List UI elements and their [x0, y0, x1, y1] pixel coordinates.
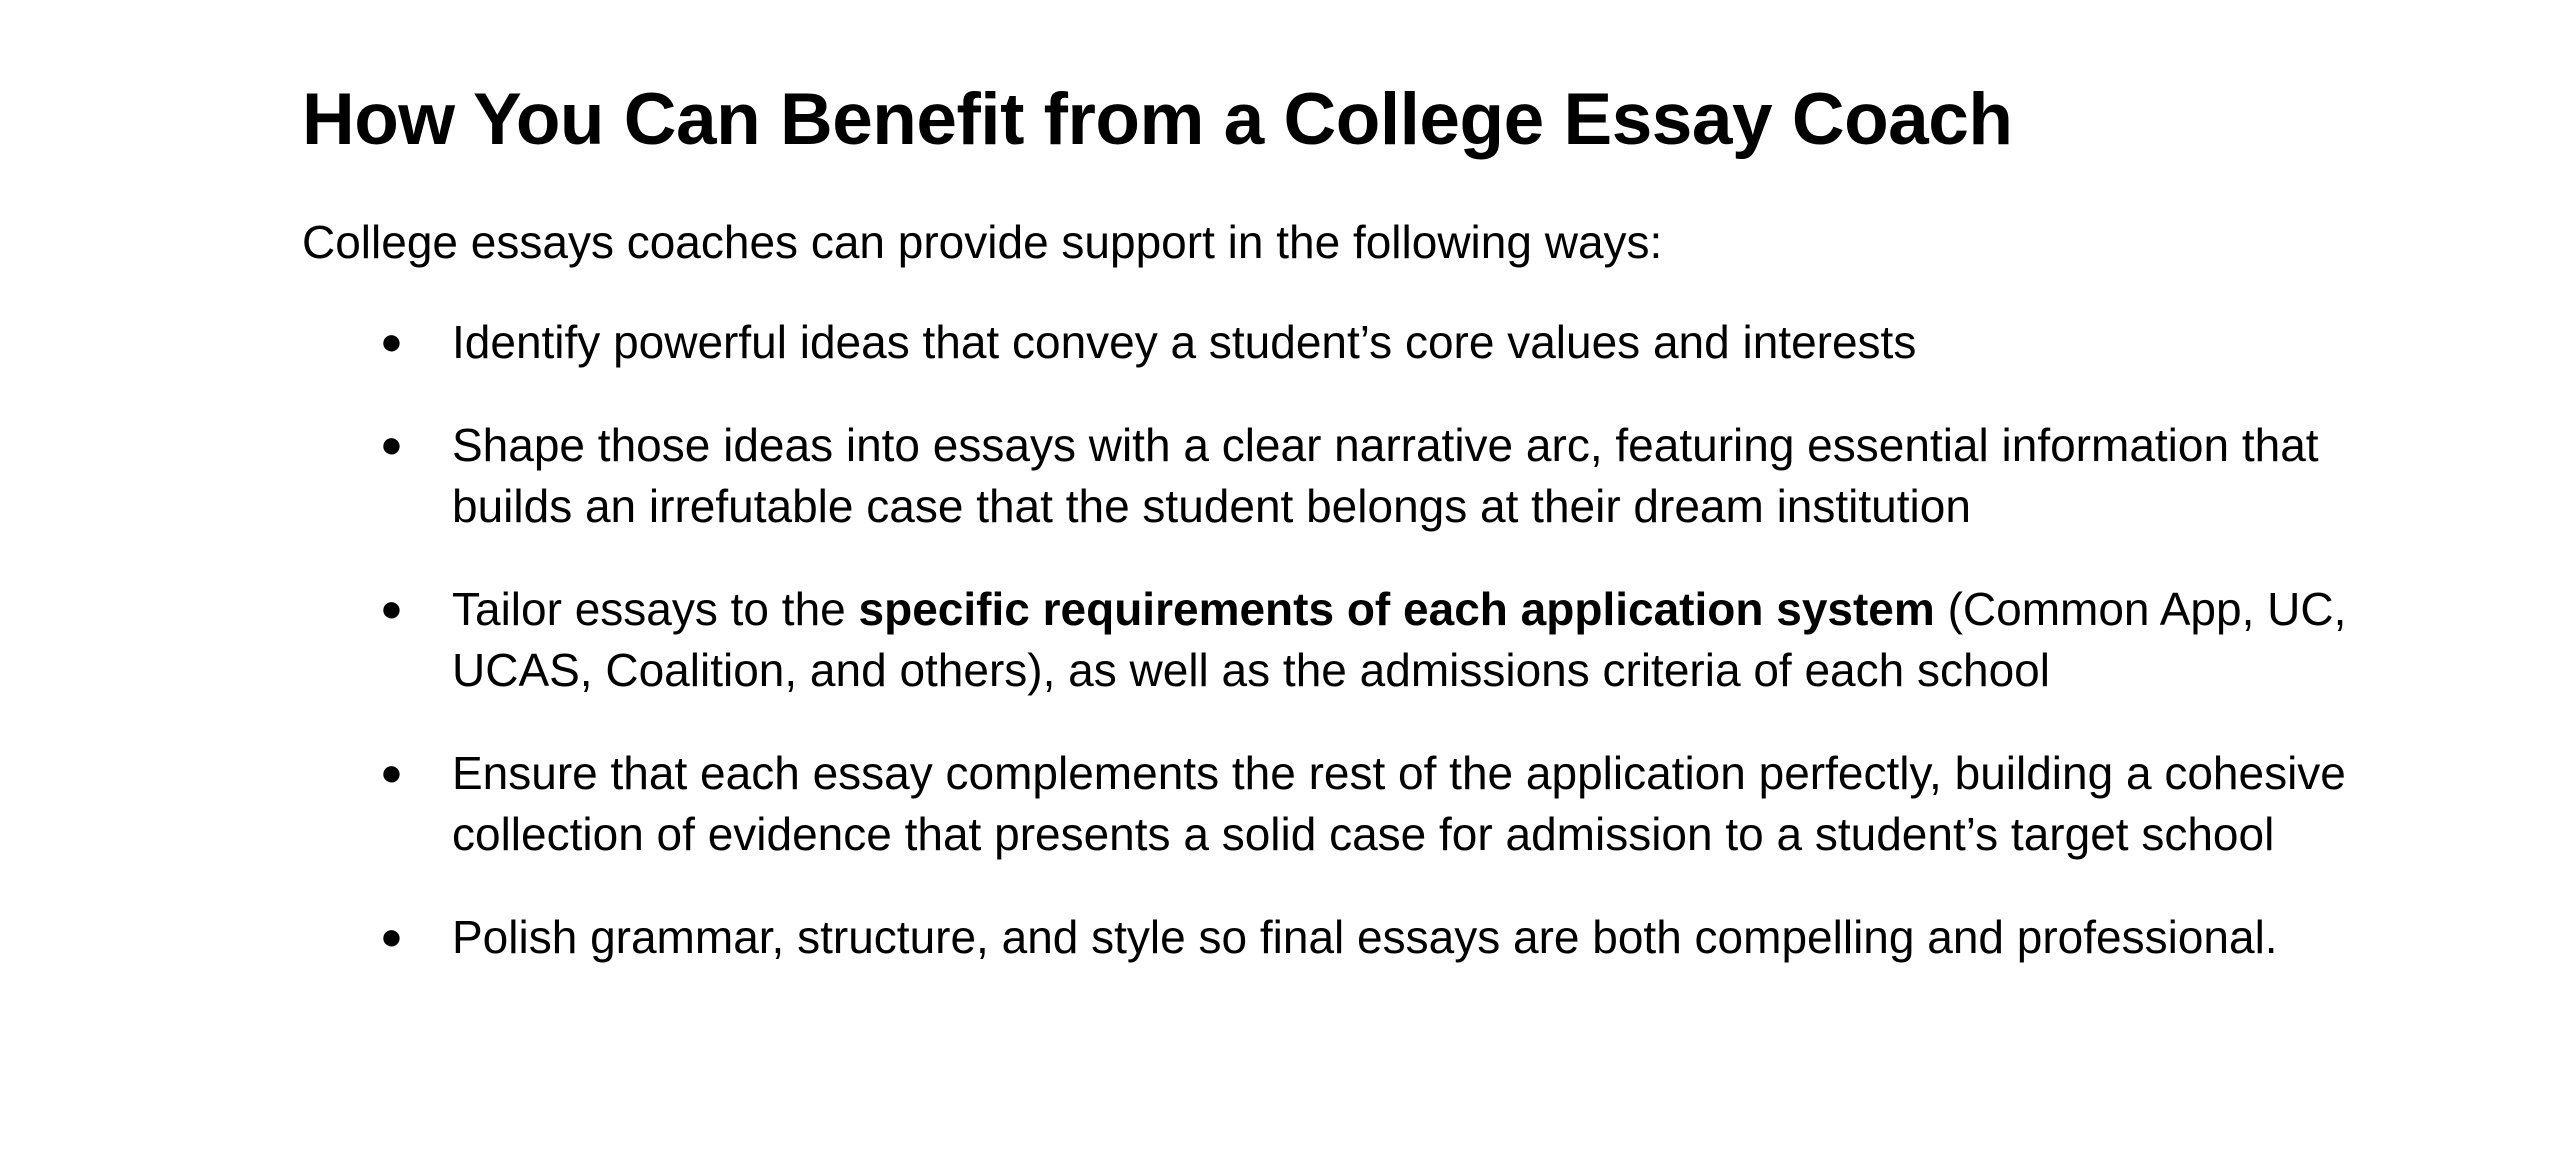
- list-item: [302, 579, 2402, 701]
- document-body: [302, 70, 2347, 1010]
- bullet-icon: ●: [380, 916, 403, 958]
- bullet-icon: ●: [380, 588, 403, 630]
- bullet-icon: ●: [380, 752, 403, 794]
- page-title: How You Can Benefit from a College Essay Coach: [302, 79, 2013, 160]
- list-item-text: Polish grammar, structure, and style so final essays are both compelling and professional.: [452, 911, 2278, 963]
- list-item-bold-text: specific requirements of each application system: [858, 583, 1935, 635]
- bullet-icon: ●: [380, 321, 403, 363]
- list-item: [302, 743, 2372, 865]
- list-item-text-suffix: (Common App, UC, UCAS, Coalition, and others), as well as the admissions criteria of each school: [452, 583, 2347, 696]
- intro-paragraph: College essays coaches can provide support in the following ways:: [302, 216, 1663, 268]
- list-item-text: [452, 579, 2402, 701]
- list-item-text: Identify powerful ideas that convey a student’s core values and interests: [452, 316, 1917, 368]
- list-item: [302, 907, 2322, 968]
- bullet-icon: ●: [380, 424, 403, 466]
- list-item-text: Shape those ideas into essays with a clear narrative arc, featuring essential information that builds an irrefutable case that the student belongs at their dream institution: [452, 419, 2319, 532]
- benefits-list: [302, 312, 2347, 968]
- list-item: [302, 415, 2382, 537]
- list-item-text: Ensure that each essay complements the rest of the application perfectly, building a cohesive collection of evidence that presents a solid case for admission to a student’s target school: [452, 747, 2346, 860]
- list-item-text-prefix: Tailor essays to the: [452, 583, 859, 635]
- list-item: [302, 312, 2550, 373]
